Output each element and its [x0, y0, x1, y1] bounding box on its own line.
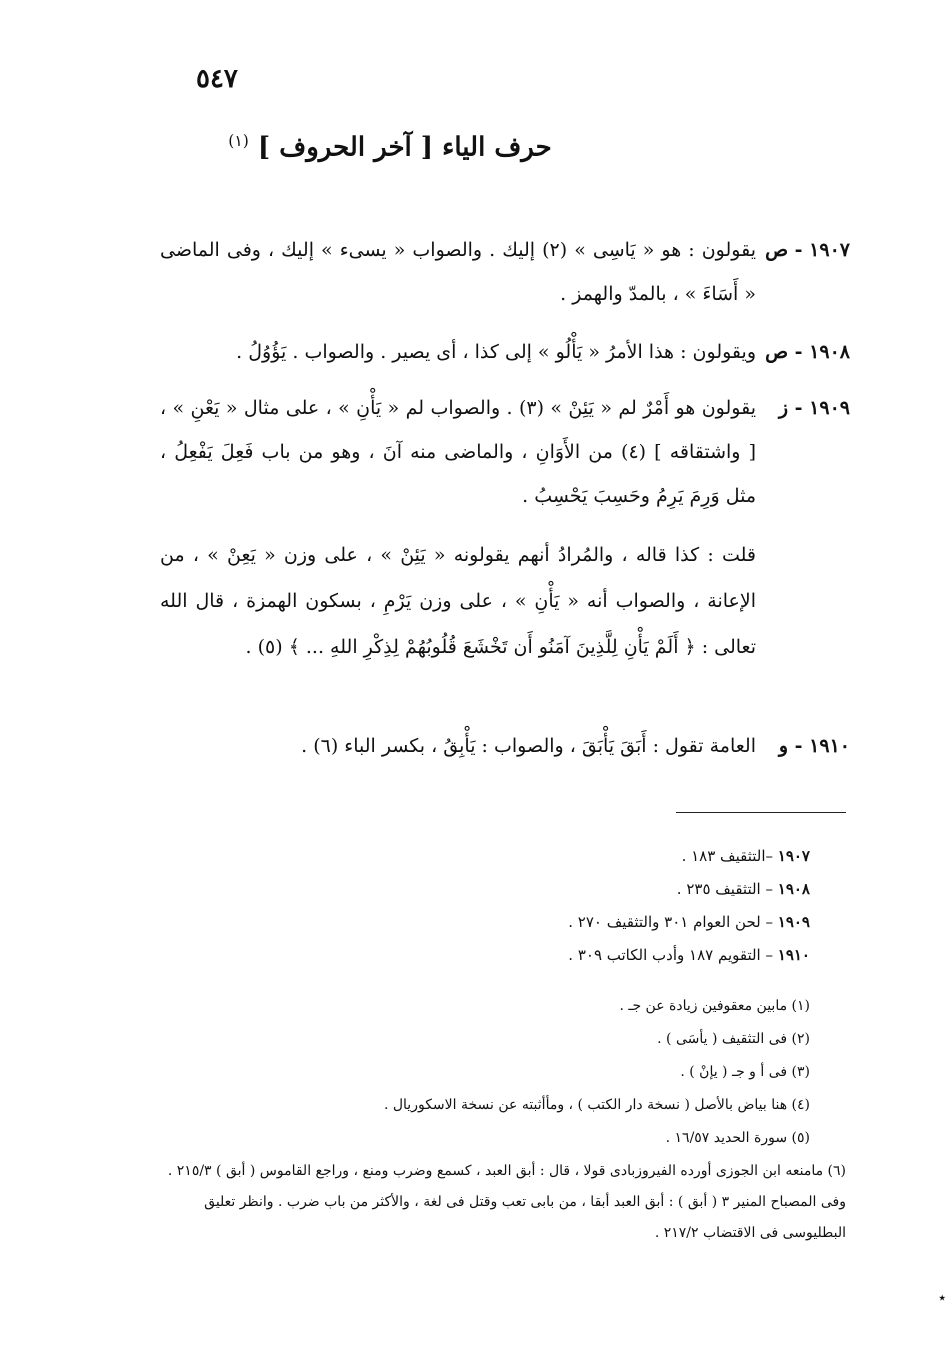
entry-1910: [160, 724, 850, 768]
source-number: ١٩١٠: [777, 946, 810, 964]
entry-number: ١٩٠٧ - ص: [765, 239, 850, 261]
entry-text: يقولون هو أَمْرٌ لم « يَئِنْ » (٣) . والصواب لم « يَأْنِ » ، على مثال « يَعْنِ » ، [ واشتقاقه ] (٤) من الأَوَانِ ، والماضى منه آنَ ، وهو من باب فَعِلَ يَفْعِلُ ، مثل وَرِمَ يَرِمُ وحَسِبَ يَحْسِبُ .: [160, 397, 757, 507]
source-line: [300, 873, 810, 906]
entry-number: ١٩٠٨ - ص: [765, 341, 850, 363]
chapter-title-note: (١): [228, 132, 249, 150]
source-line: [300, 939, 810, 972]
commentary-paragraph: قلت : كذا قاله ، والمُرادُ أنهم يقولونه « يَئِنْ » ، على وزن « يَعِنْ » ، من الإعانة ، والصواب أنه « يَأْنِ » ، على وزن يَرْمِ ، بسكون الهمزة ، قال الله تعالى : ﴿ أَلَمْ يَأْنِ لِلَّذِينَ آمَنُو أَن تَخْشَعَ قُلُوبُهُمْ لِذِكْرِ اللهِ ... ﴾ (٥) .: [160, 544, 756, 658]
entry-number: ١٩٠٩ - ز: [778, 397, 850, 419]
entry-1907: [160, 228, 850, 316]
source-line: [300, 906, 810, 939]
source-number: ١٩٠٧: [777, 847, 810, 865]
footnote-separator: [676, 812, 846, 813]
source-references: [300, 840, 810, 972]
chapter-title: [160, 132, 620, 163]
entry-1908: [160, 330, 850, 374]
footnote-6: (٦) مامنعه ابن الجوزى أورده الفيروزبادى قولا ، قال : أبق العبد ، كسمع وضرب ومنع ، وراجع القاموس ( أبق ) ٢١٥/٣ . وفى المصباح المنير ٣ ( أبق ) : أبق العبد أبقا ، من بابى تعب وقتل فى لغة ، والأكثر من باب ضرب . وانظر تعليق البطليوسى فى الاقتضاب ٢١٧/٢ .: [167, 1163, 846, 1241]
entry-text: ويقولون : هذا الأمرُ « يَأْلُو » إلى كذا ، أى يصير . والصواب . يَؤُوُلُ .: [236, 341, 756, 363]
source-text: – التثقيف ٢٣٥ .: [676, 880, 773, 898]
source-text: – التقويم ١٨٧ وأدب الكاتب ٣٠٩ .: [568, 946, 773, 964]
source-text: – لحن العوام ٣٠١ والتثقيف ٢٧٠ .: [568, 913, 773, 931]
footnote-3: (٣) فى أ و جـ ( يإنْ ) .: [680, 1064, 810, 1080]
footnote-2: (٢) فى التثقيف ( يأسَى ) .: [657, 1031, 810, 1047]
source-text: –التثقيف ١٨٣ .: [681, 847, 773, 865]
source-number: ١٩٠٩: [777, 913, 810, 931]
page-number: ٥٤٧: [196, 64, 238, 94]
footnotes: [160, 990, 810, 1155]
entry-text: يقولون : هو « يَاسِى » (٢) إليك . والصواب « يسىء » إليك ، وفى الماضى « أَسَاءَ » ، بالمدّ والهمز .: [160, 239, 756, 305]
entry-text: العامة تقول : أَبَقَ يَأْبَقَ ، والصواب : يَأْبِقُ ، بكسر الباء (٦) .: [301, 735, 756, 757]
source-line: [300, 840, 810, 873]
footnote-1: (١) مابين معقوفين زيادة عن جـ .: [619, 998, 810, 1014]
footnote-5: (٥) سورة الحديد ١٦/٥٧ .: [665, 1130, 810, 1146]
entry-number: ١٩١٠ - و: [778, 735, 850, 757]
source-number: ١٩٠٨: [777, 880, 810, 898]
edge-mark: ٭: [938, 1290, 946, 1306]
chapter-title-text: حرف الياء [ آخر الحروف ]: [257, 132, 552, 163]
entry-1909: [160, 386, 850, 518]
footnote-4: (٤) هنا بياض بالأصل ( نسخة دار الكتب ) ، ومأأثبته عن نسخة الاسكوريال .: [383, 1097, 810, 1113]
